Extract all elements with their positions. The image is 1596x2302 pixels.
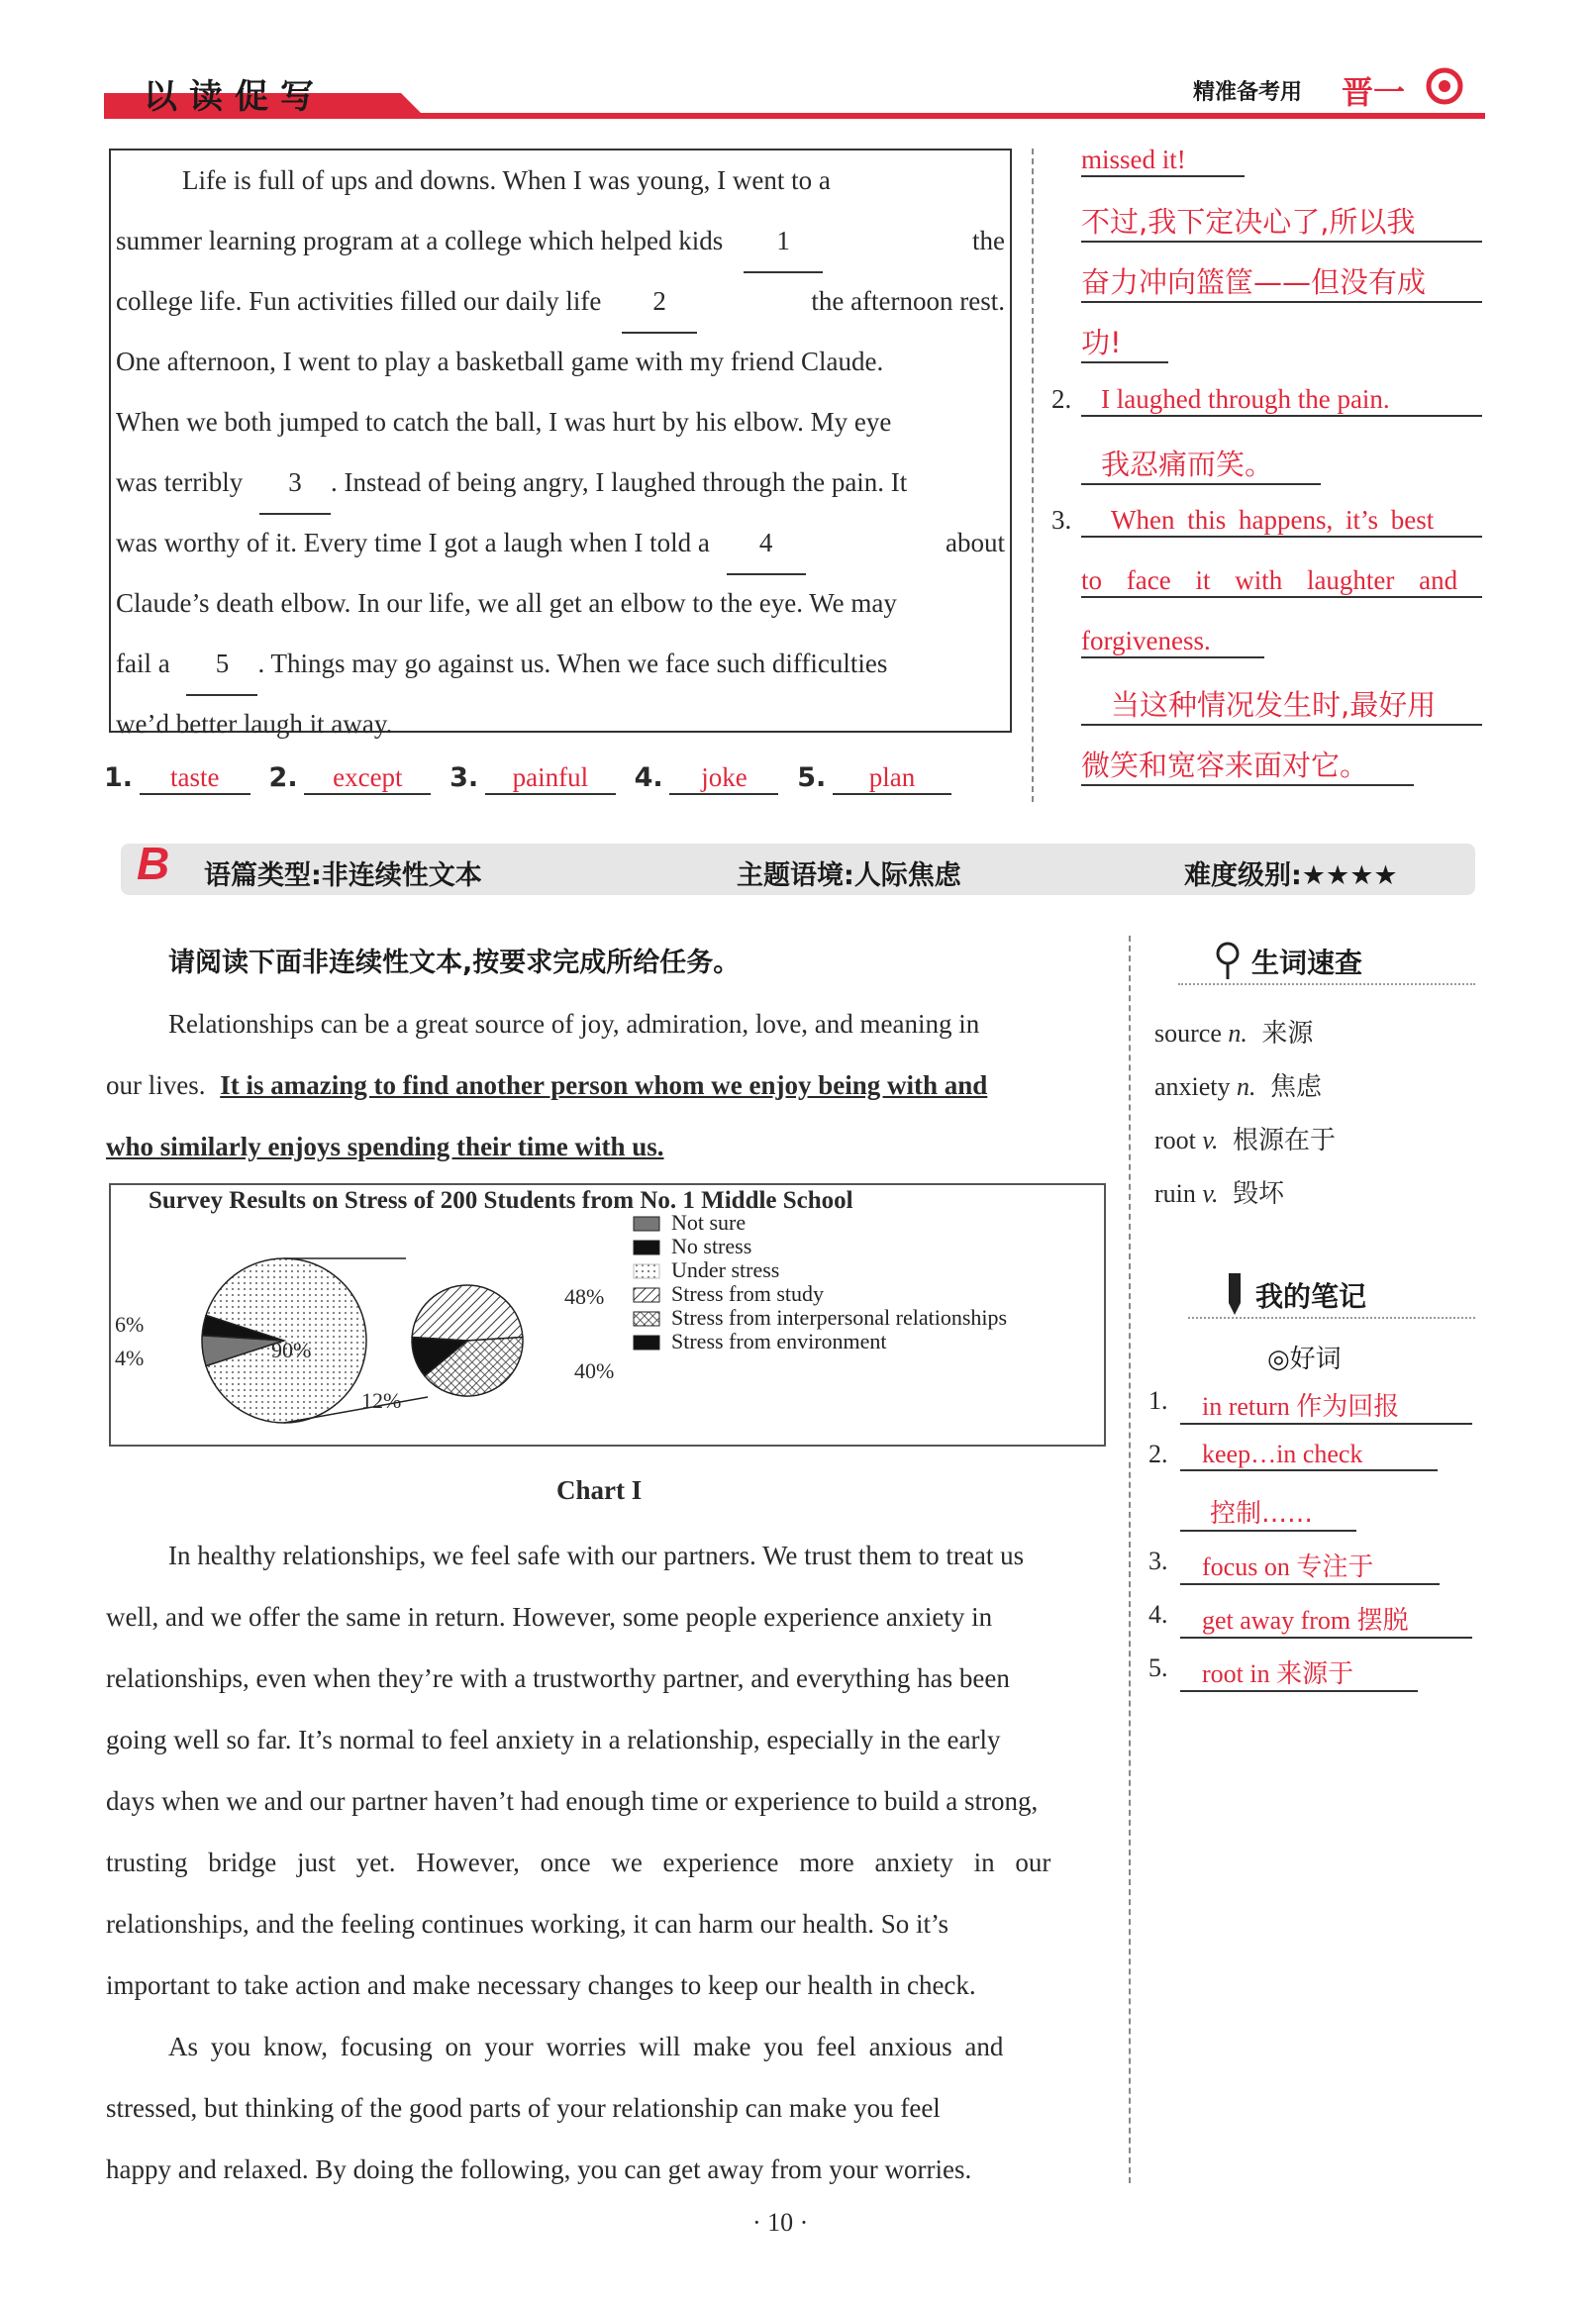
pen-icon xyxy=(1224,1271,1246,1317)
divider xyxy=(1032,149,1034,802)
divider-lower xyxy=(1129,936,1131,2183)
vocab-item: ruin v. 毁坏 xyxy=(1154,1179,1285,1209)
vocab-item: source n. 来源 xyxy=(1154,1019,1314,1049)
legend-swatch xyxy=(634,1264,659,1278)
section-b-letter: B xyxy=(137,838,170,889)
intro: Relationships can be a great source of joy, admiration, love, and meaning in our lives. It is amazing to find another person whom we enjoy being with and who similarly enjoys spending their time with us. xyxy=(106,993,1111,1177)
legend-label: Under stress xyxy=(671,1257,780,1282)
passage-line: was worthy of it. Every time I got a laugh when I told a 4 about xyxy=(116,513,1005,575)
chart-caption: Chart I xyxy=(556,1475,643,1505)
answers-row: 1. taste 2. except 3. painful 4. joke 5. plan xyxy=(104,762,951,795)
legend-swatch xyxy=(634,1241,659,1254)
notes-title: 我的笔记 xyxy=(1255,1280,1367,1313)
blank-1: 1 xyxy=(744,211,823,273)
passage-box xyxy=(109,149,1012,739)
body-text: In healthy relationships, we feel safe with our partners. We trust them to treat us well, and we offer the same in return. However, some people experience anxiety in relationships, even when they’re with a trustworthy partner, and everything has been going well so far. It’s normal to feel anxiety in a relationship, especially in the early days when we and our partner haven’t had enough time or experience to build a strong, trusting bridge just yet. However, once we experience more anxiety in our relationships, and the feeling continues working, it can harm our health. So it’s important to take action and make necessary changes to keep our health in check. As you know, focusing on your worries will make you feel anxious and stressed, but thinking of the good parts of your relationship can make you feel happy and relaxed. By doing the following, you can get away from your worries. xyxy=(106,1541,1051,2184)
page-number: · 10 · xyxy=(752,2208,809,2237)
vocab-title: 生词速查 xyxy=(1251,947,1363,979)
notes-underline xyxy=(1188,1317,1475,1319)
legend-swatch xyxy=(634,1312,659,1326)
label-6pct: 6% xyxy=(115,1312,145,1337)
legend xyxy=(634,1210,1007,1353)
header-left-title: 以读促写 xyxy=(144,77,326,117)
section-b-difficulty: 难度级别:★★★★ xyxy=(1184,860,1398,891)
legend-label: Stress from study xyxy=(671,1281,824,1306)
chart-title: Survey Results on Stress of 200 Students from No. 1 Middle School xyxy=(149,1187,853,1214)
answer-3: painful xyxy=(485,762,616,795)
passage-line: One afternoon, I went to play a basketball game with my friend Claude. xyxy=(116,347,884,376)
legend-label: Stress from environment xyxy=(671,1329,887,1353)
vocab-item: root v. 根源在于 xyxy=(1154,1126,1337,1155)
label-4pct: 4% xyxy=(115,1346,145,1370)
key-sentence-cont: who similarly enjoys spending their time with us. xyxy=(106,1132,664,1161)
label-40pct: 40% xyxy=(574,1358,615,1383)
target-icon xyxy=(1426,67,1463,105)
answer-5: plan xyxy=(833,762,951,795)
note-item: in return 作为回报 xyxy=(1180,1386,1472,1425)
passage-line: fail a 5 . Things may go against us. When we face such difficulties xyxy=(116,634,887,696)
header-brand: 精准备考用 xyxy=(1193,80,1303,105)
pie-slice-stress-from-study xyxy=(412,1285,523,1341)
note-item: keep…in check xyxy=(1180,1440,1438,1471)
blank-3: 3 xyxy=(259,452,331,515)
blank-5: 5 xyxy=(186,634,257,696)
answer-2: except xyxy=(304,762,431,795)
blank-4: 4 xyxy=(727,513,806,575)
note-item: focus on 专注于 xyxy=(1180,1547,1440,1585)
passage-line: we’d better laugh it away. xyxy=(116,709,393,739)
passage-line: college life. Fun activities filled our daily life 2 the afternoon rest. xyxy=(116,271,1005,334)
chart-svg xyxy=(111,1185,1104,1445)
legend-label: Not sure xyxy=(671,1210,747,1235)
vocab-underline xyxy=(1178,983,1475,985)
section-b-type: 语篇类型:非连续性文本 xyxy=(204,860,482,891)
legend-swatch xyxy=(634,1336,659,1350)
blank-2: 2 xyxy=(622,271,697,334)
notes-subtitle: ◎好词 xyxy=(1267,1345,1342,1374)
magnifier-icon xyxy=(1214,940,1247,981)
passage-line: was terribly 3 . Instead of being angry, I laughed through the pain. It xyxy=(116,452,907,515)
key-sentence: It is amazing to find another person whom we enjoy being with and xyxy=(220,1070,988,1100)
instruction: 请阅读下面非连续性文本,按要求完成所给任务。 xyxy=(168,948,741,978)
passage-line: summer learning program at a college which helped kids 1 the xyxy=(116,211,1005,273)
label-48pct: 48% xyxy=(564,1284,605,1309)
vocab-item: anxiety n. 焦虑 xyxy=(1154,1072,1323,1102)
legend-label: No stress xyxy=(671,1234,752,1258)
note-item: root in 来源于 xyxy=(1180,1653,1418,1692)
answer-1: taste xyxy=(140,762,250,795)
note-item: 控制…… xyxy=(1180,1493,1356,1532)
sub-pie xyxy=(412,1285,523,1396)
passage-line: Claude’s death elbow. In our life, we all get an elbow to the eye. We may xyxy=(116,588,897,618)
passage-line: Life is full of ups and downs. When I was young, I went to a xyxy=(182,165,831,195)
legend-label: Stress from interpersonal relationships xyxy=(671,1305,1008,1330)
chart-frame xyxy=(109,1183,1106,1447)
label-90pct: 90% xyxy=(271,1338,312,1362)
answer-4: joke xyxy=(669,762,778,795)
header-logo-text: 晋一 xyxy=(1342,73,1406,111)
vocab-list xyxy=(1154,1007,1471,1221)
note-item: get away from 摆脱 xyxy=(1180,1600,1472,1639)
label-12pct: 12% xyxy=(361,1388,402,1413)
legend-swatch xyxy=(634,1288,659,1302)
legend-swatch xyxy=(634,1217,659,1231)
passage-line: When we both jumped to catch the ball, I was hurt by his elbow. My eye xyxy=(116,407,892,437)
section-b-theme: 主题语境:人际焦虑 xyxy=(737,860,961,891)
header xyxy=(0,0,1596,129)
